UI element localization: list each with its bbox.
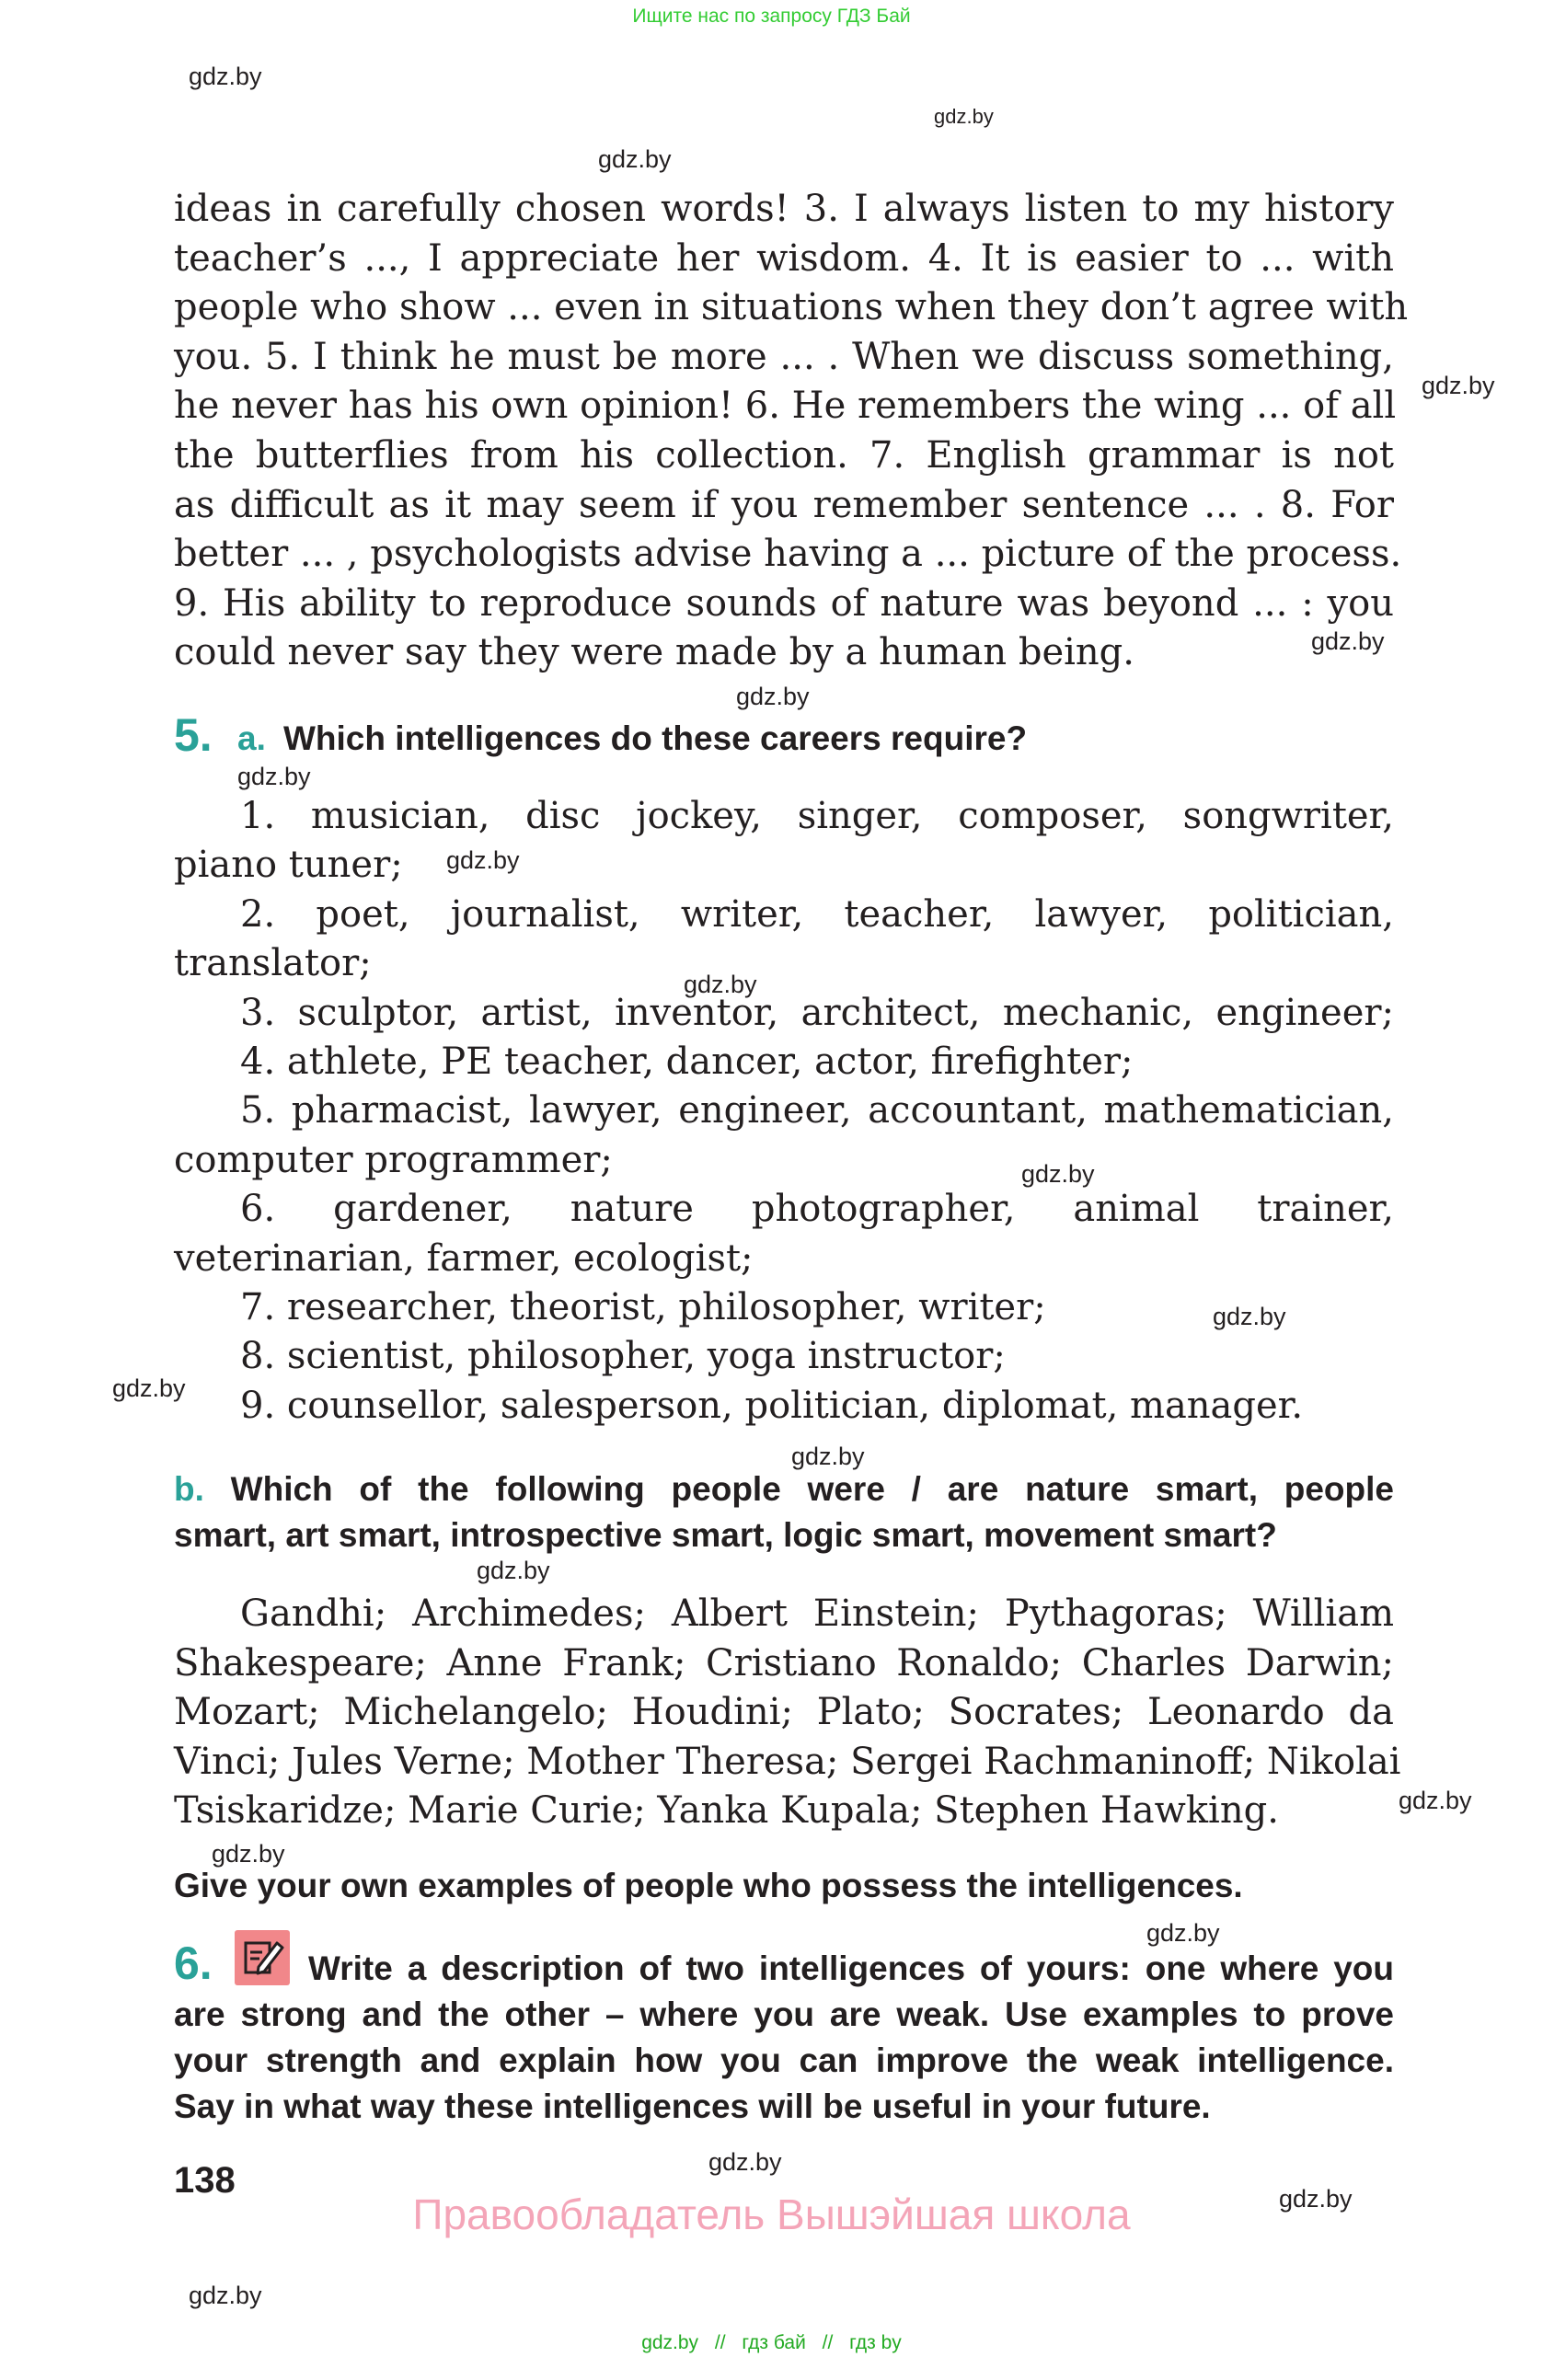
part-b-line-1 <box>174 1466 1394 1512</box>
text-line: the butterflies from his collection. 7. English grammar is not <box>174 433 1394 477</box>
list-item: computer programmer; <box>174 1138 613 1181</box>
watermark: gdz.by <box>934 105 994 128</box>
part-b-label: b. <box>174 1470 204 1508</box>
list-item: 2. poet, journalist, writer, teacher, lawyer, politician, <box>240 892 1394 936</box>
list-item: 8. scientist, philosopher, yoga instructor; <box>240 1335 1006 1378</box>
list-item: veterinarian, farmer, ecologist; <box>174 1236 754 1280</box>
watermark: gdz.by <box>212 1840 285 1868</box>
text-line: teacher’s ..., I appreciate her wisdom. 4. It is easier to ... with <box>174 236 1394 280</box>
people-list <box>174 1590 1401 1836</box>
link-gdz-by-alt[interactable]: гдз by <box>849 2332 902 2353</box>
part-a-instruction: Which intelligences do these careers require? <box>282 719 1028 757</box>
text-line: better ... , psychologists advise having a ... picture of the process. <box>174 533 1402 576</box>
watermark: gdz.by <box>1213 1303 1286 1330</box>
text-line: ideas in carefully chosen words! 3. I always listen to my history <box>174 188 1394 230</box>
part-a-label: a. <box>237 719 266 757</box>
watermark: gdz.by <box>1279 2185 1353 2213</box>
text-line: are strong and the other – where you are weak. Use examples to prove <box>174 1995 1394 2033</box>
text-line: as difficult as it may seem if you remember sentence ... . 8. For <box>174 483 1394 526</box>
watermark: gdz.by <box>189 63 262 90</box>
watermark: gdz.by <box>1021 1160 1095 1188</box>
watermark: gdz.by <box>708 2148 782 2176</box>
watermark: gdz.by <box>736 683 810 710</box>
exercise-6-number: 6. <box>174 1937 213 1989</box>
list-item: 1. musician, disc jockey, singer, composer, songwriter, <box>240 795 1394 837</box>
bottom-links <box>0 2332 1543 2354</box>
exercise-6-instruction <box>174 1946 1394 2130</box>
exercise-5-number: 5. <box>174 709 213 761</box>
text-line: your strength and explain how you can improve the weak intelligence. <box>174 2041 1394 2079</box>
text-line: Tsiskaridze; Marie Curie; Yanka Kupala; Stephen Hawking. <box>174 1789 1279 1833</box>
watermark: gdz.by <box>1146 1919 1220 1947</box>
exercise-4-continuation <box>174 185 1409 678</box>
watermark: gdz.by <box>112 1374 186 1402</box>
link-gdz-by[interactable]: gdz.by <box>641 2332 699 2353</box>
watermark: gdz.by <box>237 763 311 790</box>
exercise-5a-heading <box>237 716 1027 762</box>
text-line: Shakespeare; Anne Frank; Cristiano Ronaldo; Charles Darwin; <box>174 1641 1394 1684</box>
list-item: 6. gardener, nature photographer, animal trainer, <box>240 1188 1394 1231</box>
watermark: gdz.by <box>791 1443 865 1470</box>
list-item: translator; <box>174 942 372 985</box>
watermark: gdz.by <box>477 1557 550 1584</box>
text-line: Gandhi; Archimedes; Albert Einstein; Pythagoras; William <box>240 1592 1394 1635</box>
top-banner: Ищите нас по запросу ГДЗ Бай <box>632 6 911 27</box>
part-b-instruction-2: smart, art smart, introspective smart, logic smart, movement smart? <box>174 1516 1277 1554</box>
watermark: gdz.by <box>446 846 520 874</box>
watermark: gdz.by <box>684 971 757 998</box>
list-item: 3. sculptor, artist, inventor, architect, mechanic, engineer; <box>240 991 1394 1034</box>
text-line: Say in what way these intelligences will be useful in your future. <box>174 2087 1211 2125</box>
page-number: 138 <box>174 2160 236 2201</box>
list-item: 5. pharmacist, lawyer, engineer, accountant, mathematician, <box>240 1089 1394 1133</box>
exercise-5b-heading <box>174 1466 1394 1558</box>
copyright-owner: Правообладатель Вышэйшая школа <box>412 2190 1131 2238</box>
link-gdz-bai[interactable]: гдз бай <box>742 2332 806 2353</box>
text-line: Mozart; Michelangelo; Houdini; Plato; Socrates; Leonardo da <box>174 1691 1394 1734</box>
watermark: gdz.by <box>189 2282 262 2309</box>
own-examples-instruction: Give your own examples of people who possess the intelligences. <box>174 1867 1243 1904</box>
watermark: gdz.by <box>1399 1787 1472 1814</box>
list-item: 4. athlete, PE teacher, dancer, actor, firefighter; <box>240 1041 1134 1084</box>
text-line: people who show ... even in situations when they don’t agree with <box>174 286 1409 329</box>
watermark: gdz.by <box>1422 372 1495 399</box>
list-item: 7. researcher, theorist, philosopher, writer; <box>240 1286 1046 1329</box>
list-item: piano tuner; <box>174 844 403 887</box>
text-line: you. 5. I think he must be more ... . When we discuss something, <box>174 335 1394 378</box>
watermark: gdz.by <box>598 145 672 173</box>
careers-list <box>174 792 1394 1431</box>
part-b-instruction-1: Which of the following people were / are nature smart, people <box>230 1470 1394 1508</box>
separator: // <box>714 2332 726 2353</box>
text-line: he never has his own opinion! 6. He remembers the wing ... of all <box>174 385 1397 428</box>
separator: // <box>822 2332 834 2353</box>
text-line: Write a description of two intelligences of yours: one where you <box>308 1949 1394 1987</box>
text-line: could never say they were made by a human being. <box>174 631 1135 674</box>
watermark: gdz.by <box>1311 627 1385 655</box>
list-item: 9. counsellor, salesperson, politician, diplomat, manager. <box>240 1384 1304 1427</box>
text-line: Vinci; Jules Verne; Mother Theresa; Sergei Rachmaninoff; Nikolai <box>174 1740 1401 1783</box>
text-line: 9. His ability to reproduce sounds of nature was beyond ... : you <box>174 581 1394 625</box>
